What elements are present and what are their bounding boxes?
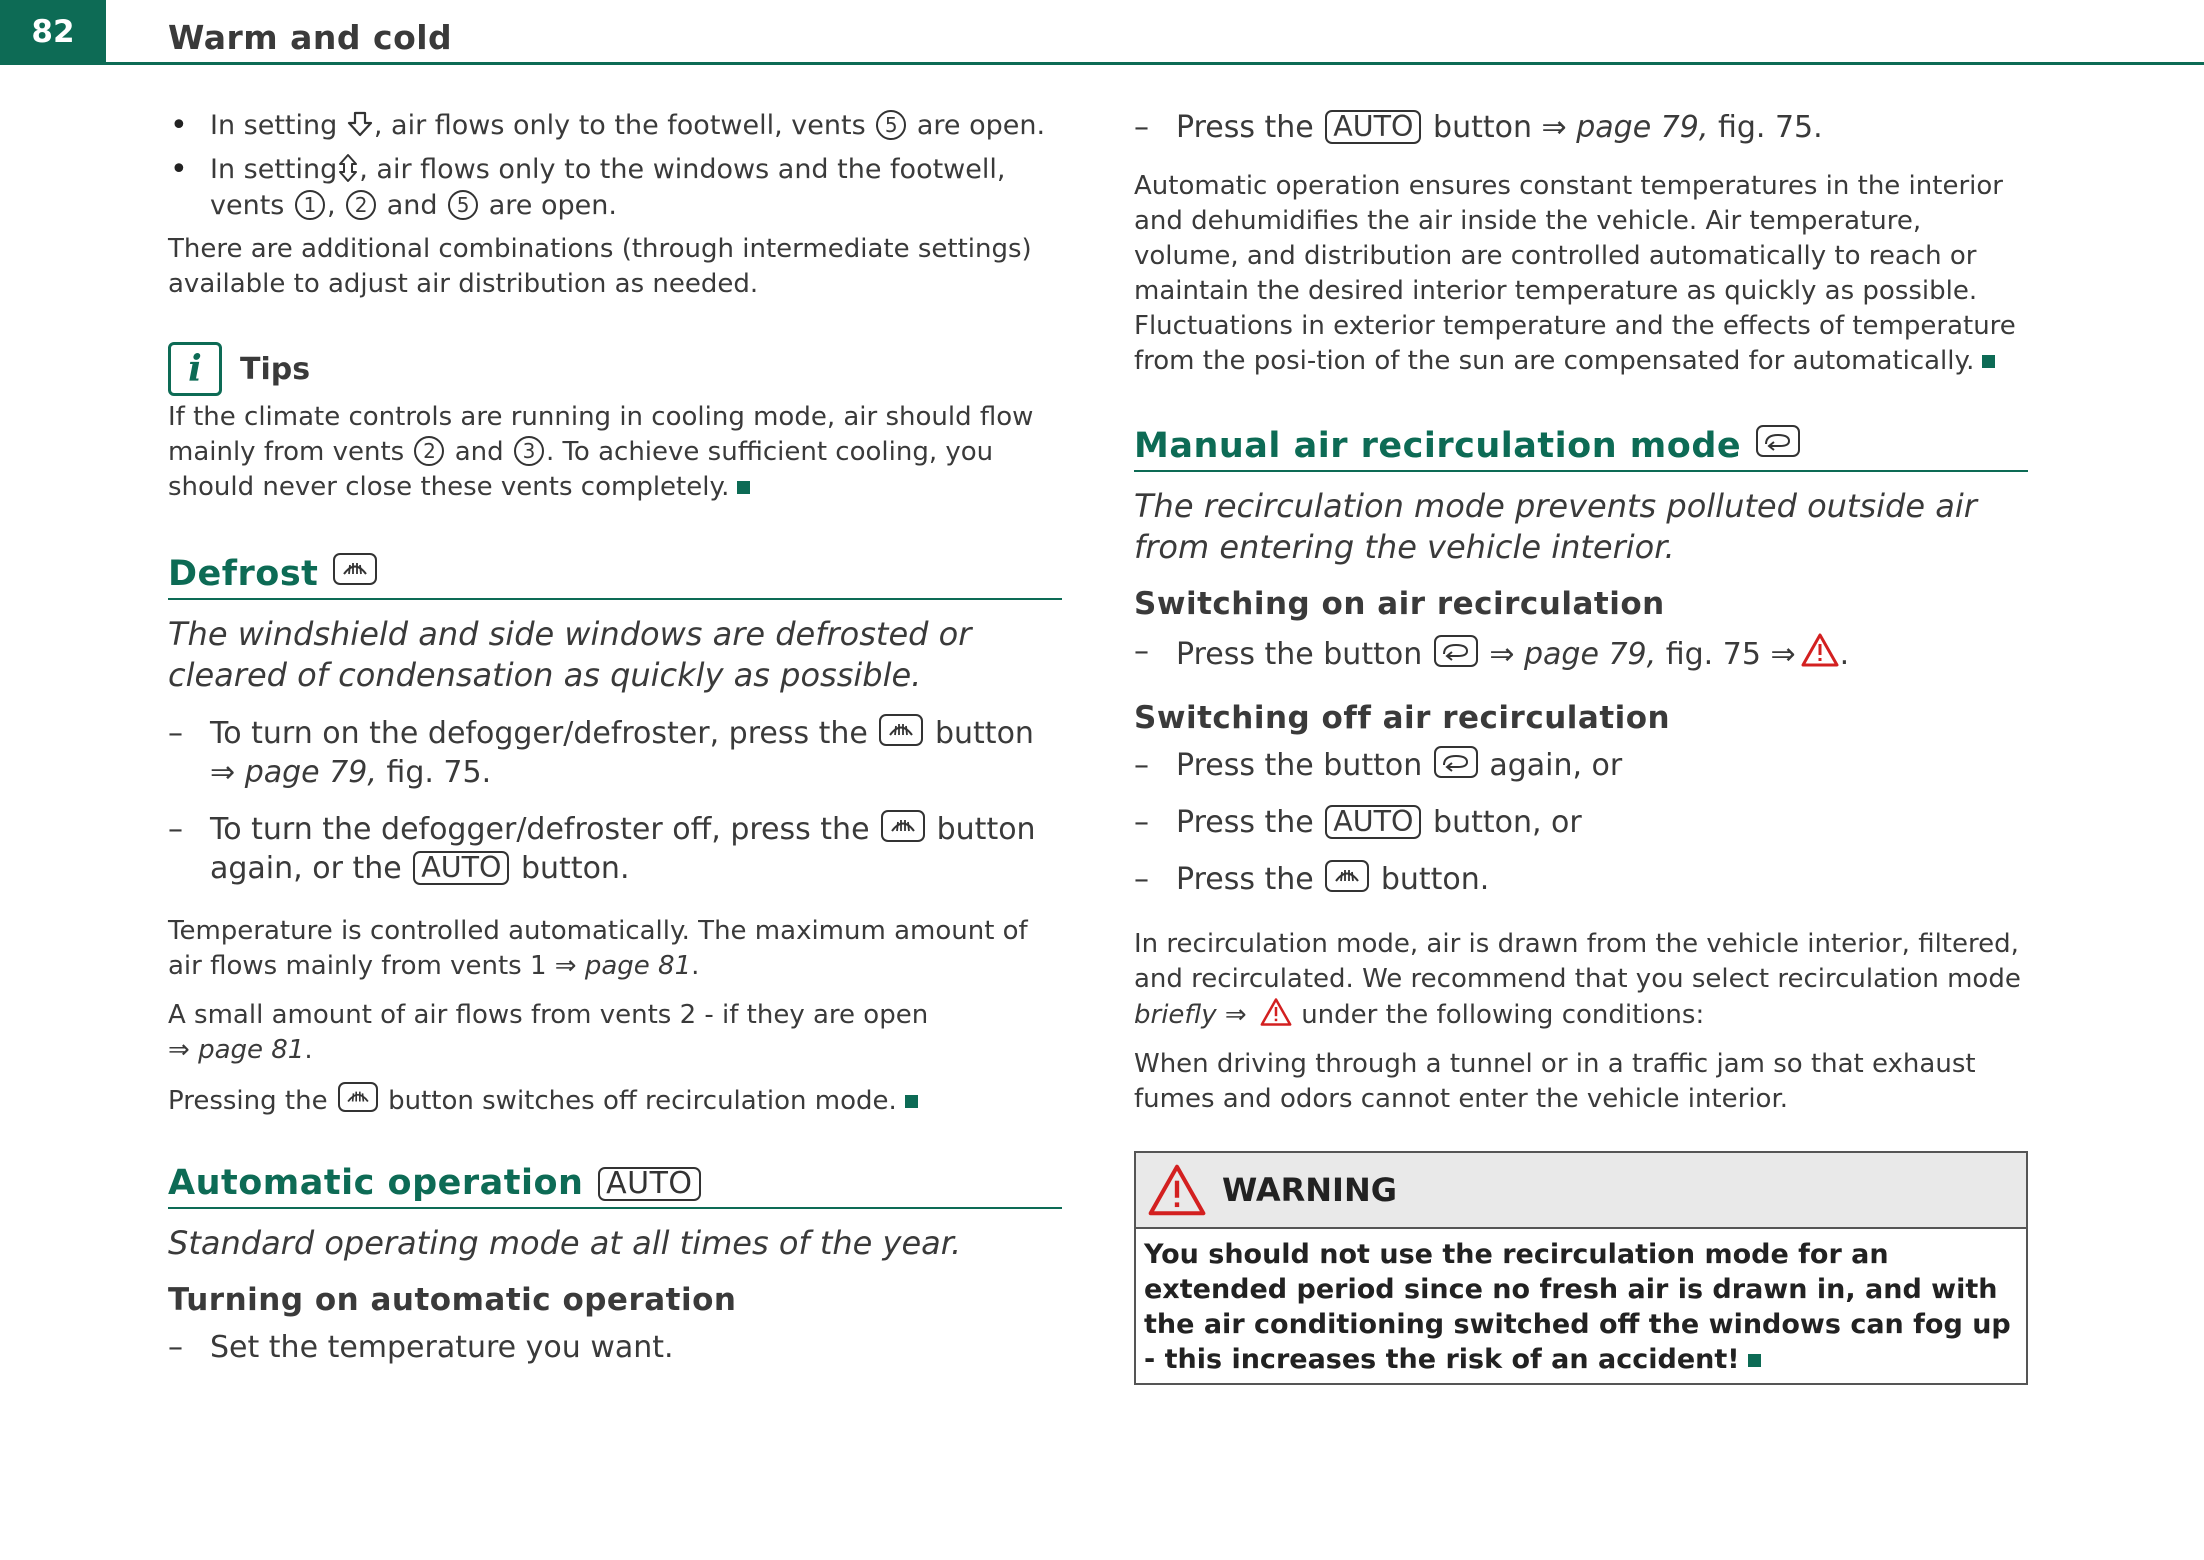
bullet-text: , air flows only to the footwell, vents	[373, 110, 866, 141]
warning-text	[1136, 1229, 2026, 1383]
left-column	[168, 108, 1062, 1385]
list-item	[1134, 746, 2028, 785]
combinations-paragraph: There are additional combinations (through intermediate settings) available to adjust air distribution as needed.	[168, 234, 1032, 299]
step-text: button	[934, 716, 1034, 751]
bullet-text: In setting	[210, 154, 338, 185]
para-text: .	[691, 951, 700, 981]
auto-key: AUTO	[1325, 110, 1421, 144]
warning-label: WARNING	[1222, 1171, 1397, 1209]
small-amount-paragraph	[168, 998, 1062, 1068]
para-text: briefly	[1134, 1000, 1217, 1030]
section-title-text: Defrost	[168, 554, 319, 594]
list-item	[1134, 803, 2028, 842]
end-marker	[1748, 1354, 1761, 1367]
info-icon: i	[168, 342, 222, 396]
page-reference-link[interactable]: page 79,	[1576, 110, 1709, 145]
section-title-text: Automatic operation	[168, 1163, 584, 1203]
bullet-text: are open.	[916, 110, 1046, 141]
para-text: Temperature is controlled automatically. The maximum amount of air flows mainly from vents 1	[168, 916, 1028, 981]
recirculation-icon	[1756, 425, 1800, 457]
list-item	[168, 810, 1062, 888]
arrow-icon: ⇒	[1489, 637, 1515, 672]
warning-triangle-icon	[1146, 1162, 1208, 1218]
recirculation-lead: The recirculation mode prevents polluted outside air from entering the vehicle interior.	[1134, 487, 1977, 566]
section-title-automatic	[168, 1163, 1062, 1209]
defrost-icon	[333, 553, 377, 585]
para-text: In recirculation mode, air is drawn from the vehicle interior, filtered, and recirculated. We recommend that you select recirculation mode	[1134, 929, 2021, 994]
list-item	[168, 714, 1062, 792]
figure-reference: fig. 75.	[1717, 110, 1823, 145]
warning-header	[1136, 1153, 2026, 1229]
warning-box	[1134, 1151, 2028, 1385]
step-text: Press the button	[1176, 748, 1423, 783]
step-text: Press the	[1176, 862, 1314, 897]
defrost-icon	[879, 714, 923, 746]
auto-key: AUTO	[598, 1167, 700, 1201]
subsection-title: Switching on air recirculation	[1134, 586, 1665, 622]
tips-text: If the climate controls are running in cooling mode, air should flow mainly from vents	[168, 402, 1034, 467]
windows-footwell-airflow-icon	[337, 153, 359, 183]
page-reference-link[interactable]: page 81	[584, 951, 692, 981]
warning-triangle-icon[interactable]	[1259, 997, 1293, 1027]
end-marker	[737, 481, 750, 494]
subsection-title: Switching off air recirculation	[1134, 700, 1671, 736]
vent-number: 1	[295, 190, 325, 220]
automatic-lead: Standard operating mode at all times of the year.	[168, 1224, 962, 1262]
end-marker	[1982, 355, 1995, 368]
defrost-icon	[1325, 860, 1369, 892]
tips-label: Tips	[240, 351, 311, 387]
bullet-text: ,	[326, 190, 336, 221]
arrow-icon: ⇒	[1541, 110, 1567, 145]
tips-text: and	[454, 437, 504, 467]
recirculation-icon	[1434, 746, 1478, 778]
para-text: .	[304, 1035, 313, 1065]
page-reference-link[interactable]: page 79,	[244, 755, 377, 790]
defrost-lead: The windshield and side windows are defrosted or cleared of condensation as quickly as possible.	[168, 615, 972, 694]
defrost-icon	[881, 810, 925, 842]
tips-text: . To achieve sufficient cooling, you should never close these vents completely.	[168, 437, 994, 502]
vent-number: 2	[346, 190, 376, 220]
para-text: A small amount of air flows from vents 2 - if they are open	[168, 1000, 929, 1030]
arrow-icon: ⇒	[554, 951, 577, 981]
list-item: – Set the temperature you want.	[168, 1328, 1062, 1367]
warning-body-text: You should not use the recirculation mode for an extended period since no fresh air is drawn in, and with the air conditioning switched off the windows can fog up - this increases the risk of an accident!	[1144, 1239, 2011, 1375]
list-item	[1134, 108, 2028, 147]
figure-reference: fig. 75	[1665, 637, 1761, 672]
step-text: Press the	[1176, 110, 1314, 145]
step-text: .	[1839, 637, 1850, 672]
tips-paragraph	[168, 400, 1062, 505]
auto-key: AUTO	[1325, 805, 1421, 839]
list-item	[1134, 632, 2028, 674]
step-text: button.	[521, 851, 630, 886]
tunnel-paragraph: When driving through a tunnel or in a traffic jam so that exhaust fumes and odors cannot enter the vehicle interior.	[1134, 1049, 1976, 1114]
step-text: button again, or the	[210, 812, 1036, 886]
footwell-airflow-icon	[346, 110, 374, 138]
section-title-text: Manual air recirculation mode	[1134, 426, 1742, 466]
vent-number: 5	[448, 190, 478, 220]
para-text: button switches off recirculation mode.	[388, 1086, 897, 1116]
page-reference-link[interactable]: page 79,	[1524, 637, 1657, 672]
page-title: Warm and cold	[168, 18, 453, 57]
list-item	[168, 108, 1062, 144]
step-text: button, or	[1433, 805, 1582, 840]
auto-key: AUTO	[413, 851, 509, 885]
temperature-paragraph	[168, 914, 1062, 984]
automatic-description	[1134, 169, 2028, 379]
end-marker	[905, 1095, 918, 1108]
recirculation-description	[1134, 927, 2028, 1033]
section-title-recirculation	[1134, 425, 2028, 472]
list-item	[1134, 860, 2028, 899]
step-text: Press the	[1176, 805, 1314, 840]
bullet-text: , air flows only to the windows and the footwell, vents	[210, 154, 1006, 221]
step-text: again, or	[1489, 748, 1623, 783]
step-text: Press the button	[1176, 637, 1423, 672]
section-title-defrost	[168, 553, 1062, 600]
para-text: Automatic operation ensures constant temperatures in the interior and dehumidifies the air inside the vehicle. Air temperature, volume, and distribution are controlled automatically to reach or maintain the desired interior temperature as quickly as possible. Fluctuations in exterior temperature and the effects of temperature from the posi-tion of the sun are compensated for automatically.	[1134, 171, 2016, 376]
vent-number: 3	[514, 436, 544, 466]
list-item	[168, 152, 1062, 224]
page-number: 82	[0, 0, 106, 64]
arrow-icon: ⇒	[1770, 637, 1796, 672]
subsection-title: Turning on automatic operation	[168, 1282, 737, 1318]
warning-triangle-icon[interactable]	[1800, 632, 1840, 668]
bullet-text: and	[386, 190, 438, 221]
figure-reference: fig. 75.	[386, 755, 492, 790]
para-text: under the following conditions:	[1301, 1000, 1705, 1030]
step-text: button.	[1380, 862, 1490, 897]
header-divider	[0, 62, 2204, 65]
arrow-icon: ⇒	[210, 755, 236, 790]
bullet-text: are open.	[488, 190, 617, 221]
arrow-icon: ⇒	[1224, 1000, 1247, 1030]
defrost-icon	[338, 1082, 378, 1112]
vent-number: 2	[414, 436, 444, 466]
bullet-text: In setting	[210, 110, 338, 141]
page-reference-link[interactable]: page 81	[198, 1035, 305, 1065]
pressing-paragraph	[168, 1082, 1062, 1119]
right-column	[1134, 108, 2028, 1385]
para-text: Pressing the	[168, 1086, 328, 1116]
vent-number: 5	[876, 110, 906, 140]
step-text: To turn on the defogger/defroster, press the	[210, 716, 868, 751]
step-text: button	[1433, 110, 1532, 145]
step-text: To turn the defogger/defroster off, press the	[210, 812, 870, 847]
arrow-icon: ⇒	[168, 1035, 190, 1065]
tips-heading	[168, 342, 1062, 396]
recirculation-icon	[1434, 635, 1478, 667]
